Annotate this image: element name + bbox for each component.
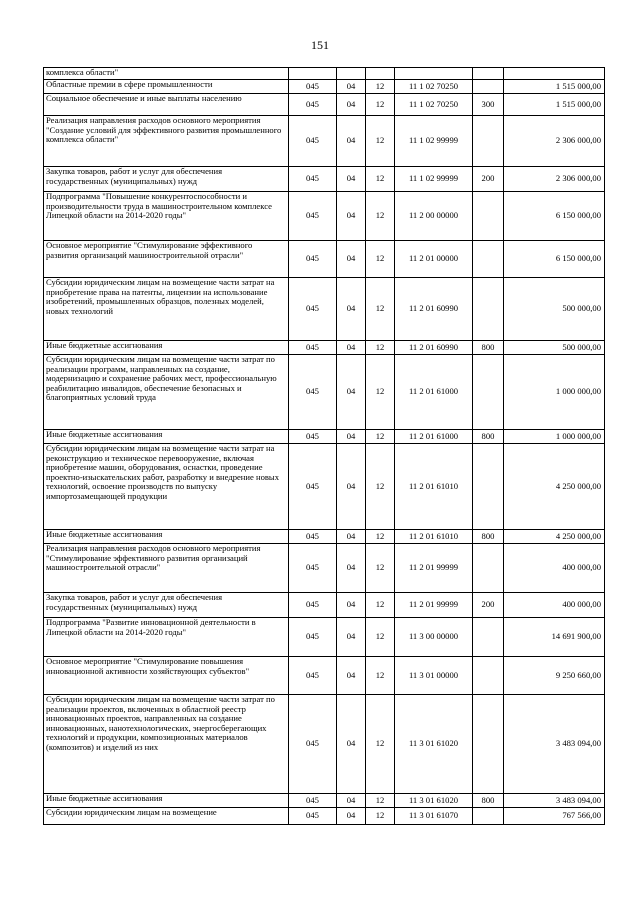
row-program-cell xyxy=(395,68,473,80)
row-sum-cell: 6 150 000,00 xyxy=(504,241,605,278)
row-section-cell: 04 xyxy=(337,94,366,116)
row-program-cell: 11 2 01 61000 xyxy=(395,355,473,430)
row-program-cell: 11 1 02 70250 xyxy=(395,94,473,116)
row-name-cell: Иные бюджетные ассигнования xyxy=(44,430,289,444)
table-row xyxy=(44,430,605,444)
row-program-cell: 11 2 01 61010 xyxy=(395,444,473,530)
row-code-cell: 045 xyxy=(289,695,337,794)
row-expense-type-cell: 800 xyxy=(473,794,504,808)
row-sum-cell: 767 566,00 xyxy=(504,808,605,825)
row-program-cell: 11 1 02 99999 xyxy=(395,167,473,192)
row-subsection-cell: 12 xyxy=(366,241,395,278)
row-section-cell: 04 xyxy=(337,167,366,192)
row-section-cell: 04 xyxy=(337,657,366,695)
row-program-cell: 11 2 01 61010 xyxy=(395,530,473,544)
row-subsection-cell: 12 xyxy=(366,695,395,794)
row-expense-type-cell xyxy=(473,116,504,167)
row-expense-type-cell xyxy=(473,355,504,430)
row-section-cell: 04 xyxy=(337,355,366,430)
row-section-cell: 04 xyxy=(337,241,366,278)
row-sum-cell: 1 000 000,00 xyxy=(504,430,605,444)
table-row xyxy=(44,80,605,94)
table-row xyxy=(44,794,605,808)
row-expense-type-cell xyxy=(473,695,504,794)
row-program-cell: 11 2 01 99999 xyxy=(395,544,473,593)
row-subsection-cell xyxy=(366,68,395,80)
table-row xyxy=(44,657,605,695)
table-row xyxy=(44,192,605,241)
row-expense-type-cell xyxy=(473,657,504,695)
row-name-cell: Иные бюджетные ассигнования xyxy=(44,530,289,544)
row-program-cell: 11 3 01 61070 xyxy=(395,808,473,825)
row-code-cell: 045 xyxy=(289,530,337,544)
row-code-cell: 045 xyxy=(289,657,337,695)
row-code-cell: 045 xyxy=(289,192,337,241)
row-subsection-cell: 12 xyxy=(366,341,395,355)
table-row xyxy=(44,695,605,794)
table-row xyxy=(44,167,605,192)
budget-table xyxy=(43,67,605,825)
row-sum-cell: 6 150 000,00 xyxy=(504,192,605,241)
row-subsection-cell: 12 xyxy=(366,794,395,808)
row-name-cell: Подпрограмма "Развитие инновационной деятельности в Липецкой области на 2014-2020 годы" xyxy=(44,618,289,657)
row-expense-type-cell: 800 xyxy=(473,530,504,544)
table-row xyxy=(44,116,605,167)
table-row xyxy=(44,593,605,618)
row-code-cell: 045 xyxy=(289,116,337,167)
row-subsection-cell: 12 xyxy=(366,116,395,167)
row-name-cell: Субсидии юридическим лицам на возмещение части затрат на реконструкцию и техническое перевооружение, включая приобретение машин, оборудования, оснастки, проведение проектно-изыскательских работ, разработку и внедрение новых технологий, освоение производств по выпуску импортозамещающей продукции xyxy=(44,444,289,530)
table-row xyxy=(44,68,605,80)
row-code-cell: 045 xyxy=(289,94,337,116)
row-code-cell: 045 xyxy=(289,241,337,278)
row-sum-cell: 2 306 000,00 xyxy=(504,167,605,192)
row-section-cell: 04 xyxy=(337,341,366,355)
row-expense-type-cell: 200 xyxy=(473,167,504,192)
table-row xyxy=(44,278,605,341)
row-section-cell: 04 xyxy=(337,593,366,618)
row-code-cell: 045 xyxy=(289,544,337,593)
row-section-cell: 04 xyxy=(337,80,366,94)
row-name-cell: комплекса области" xyxy=(44,68,289,80)
row-expense-type-cell xyxy=(473,80,504,94)
row-name-cell: Иные бюджетные ассигнования xyxy=(44,794,289,808)
row-code-cell: 045 xyxy=(289,618,337,657)
row-expense-type-cell xyxy=(473,808,504,825)
row-sum-cell: 3 483 094,00 xyxy=(504,695,605,794)
row-section-cell: 04 xyxy=(337,808,366,825)
row-sum-cell: 2 306 000,00 xyxy=(504,116,605,167)
row-sum-cell: 1 515 000,00 xyxy=(504,80,605,94)
row-program-cell: 11 2 01 61000 xyxy=(395,430,473,444)
row-program-cell: 11 2 01 60990 xyxy=(395,341,473,355)
row-expense-type-cell xyxy=(473,192,504,241)
row-name-cell: Субсидии юридическим лицам на возмещение части затрат на приобретение права на патенты, лицензии на использование изобретений, промышленных образцов, полезных моделей, новых технологий xyxy=(44,278,289,341)
row-code-cell xyxy=(289,68,337,80)
row-program-cell: 11 2 01 60990 xyxy=(395,278,473,341)
row-program-cell: 11 2 01 00000 xyxy=(395,241,473,278)
row-sum-cell: 1 515 000,00 xyxy=(504,94,605,116)
row-code-cell: 045 xyxy=(289,355,337,430)
row-name-cell: Основное мероприятие "Стимулирование повышения инновационной активности хозяйствующих субъектов" xyxy=(44,657,289,695)
row-subsection-cell: 12 xyxy=(366,167,395,192)
row-code-cell: 045 xyxy=(289,593,337,618)
row-sum-cell: 9 250 660,00 xyxy=(504,657,605,695)
table-row xyxy=(44,544,605,593)
row-section-cell: 04 xyxy=(337,116,366,167)
table-row xyxy=(44,808,605,825)
row-code-cell: 045 xyxy=(289,80,337,94)
row-subsection-cell: 12 xyxy=(366,530,395,544)
row-name-cell: Закупка товаров, работ и услуг для обеспечения государственных (муниципальных) нужд xyxy=(44,167,289,192)
row-expense-type-cell xyxy=(473,544,504,593)
row-section-cell: 04 xyxy=(337,618,366,657)
row-subsection-cell: 12 xyxy=(366,80,395,94)
row-section-cell: 04 xyxy=(337,695,366,794)
row-expense-type-cell xyxy=(473,241,504,278)
row-sum-cell: 400 000,00 xyxy=(504,593,605,618)
table-row xyxy=(44,241,605,278)
row-program-cell: 11 3 00 00000 xyxy=(395,618,473,657)
row-subsection-cell: 12 xyxy=(366,618,395,657)
row-subsection-cell: 12 xyxy=(366,593,395,618)
row-section-cell: 04 xyxy=(337,444,366,530)
row-name-cell: Реализация направления расходов основного мероприятия "Создание условий для эффективного развития промышленного комплекса области" xyxy=(44,116,289,167)
row-sum-cell: 4 250 000,00 xyxy=(504,444,605,530)
row-name-cell: Подпрограмма "Повышение конкурентоспособности и производительности труда в машиностроительном комплексе Липецкой области на 2014-2020 годы" xyxy=(44,192,289,241)
row-section-cell: 04 xyxy=(337,794,366,808)
row-subsection-cell: 12 xyxy=(366,355,395,430)
row-program-cell: 11 2 00 00000 xyxy=(395,192,473,241)
row-code-cell: 045 xyxy=(289,167,337,192)
row-program-cell: 11 2 01 99999 xyxy=(395,593,473,618)
row-name-cell: Реализация направления расходов основного мероприятия "Стимулирование эффективного развития организаций машиностроительной отрасли" xyxy=(44,544,289,593)
row-program-cell: 11 1 02 70250 xyxy=(395,80,473,94)
row-name-cell: Субсидии юридическим лицам на возмещение части затрат по реализации проектов, включенных в областной реестр инновационных проектов, направленных на создание инновационных, нанотехнологических, энергосберегающих технологий и продукции, композиционных материалов (композитов) и изделий из них xyxy=(44,695,289,794)
row-sum-cell: 1 000 000,00 xyxy=(504,355,605,430)
row-section-cell: 04 xyxy=(337,430,366,444)
row-code-cell: 045 xyxy=(289,430,337,444)
row-expense-type-cell: 800 xyxy=(473,341,504,355)
row-sum-cell: 500 000,00 xyxy=(504,278,605,341)
row-expense-type-cell: 200 xyxy=(473,593,504,618)
row-program-cell: 11 3 01 00000 xyxy=(395,657,473,695)
row-subsection-cell: 12 xyxy=(366,544,395,593)
row-sum-cell: 3 483 094,00 xyxy=(504,794,605,808)
row-sum-cell: 4 250 000,00 xyxy=(504,530,605,544)
row-sum-cell: 14 691 900,00 xyxy=(504,618,605,657)
row-expense-type-cell xyxy=(473,68,504,80)
row-name-cell: Иные бюджетные ассигнования xyxy=(44,341,289,355)
table-row xyxy=(44,444,605,530)
row-name-cell: Субсидии юридическим лицам на возмещение xyxy=(44,808,289,825)
row-subsection-cell: 12 xyxy=(366,430,395,444)
row-subsection-cell: 12 xyxy=(366,444,395,530)
table-row xyxy=(44,94,605,116)
row-name-cell: Областные премии в сфере промышленности xyxy=(44,80,289,94)
row-code-cell: 045 xyxy=(289,278,337,341)
row-subsection-cell: 12 xyxy=(366,808,395,825)
table-row xyxy=(44,355,605,430)
table-row xyxy=(44,341,605,355)
page-number: 151 xyxy=(311,38,329,52)
row-name-cell: Закупка товаров, работ и услуг для обеспечения государственных (муниципальных) нужд xyxy=(44,593,289,618)
table-row xyxy=(44,530,605,544)
row-program-cell: 11 3 01 61020 xyxy=(395,794,473,808)
row-subsection-cell: 12 xyxy=(366,657,395,695)
row-subsection-cell: 12 xyxy=(366,192,395,241)
row-program-cell: 11 3 01 61020 xyxy=(395,695,473,794)
row-subsection-cell: 12 xyxy=(366,94,395,116)
row-expense-type-cell xyxy=(473,278,504,341)
row-code-cell: 045 xyxy=(289,444,337,530)
row-section-cell: 04 xyxy=(337,530,366,544)
row-sum-cell: 500 000,00 xyxy=(504,341,605,355)
row-code-cell: 045 xyxy=(289,808,337,825)
row-section-cell: 04 xyxy=(337,544,366,593)
row-expense-type-cell: 800 xyxy=(473,430,504,444)
table-row xyxy=(44,618,605,657)
row-subsection-cell: 12 xyxy=(366,278,395,341)
row-expense-type-cell xyxy=(473,618,504,657)
row-section-cell: 04 xyxy=(337,278,366,341)
row-sum-cell: 400 000,00 xyxy=(504,544,605,593)
row-expense-type-cell xyxy=(473,444,504,530)
row-program-cell: 11 1 02 99999 xyxy=(395,116,473,167)
row-name-cell: Социальное обеспечение и иные выплаты населению xyxy=(44,94,289,116)
row-name-cell: Основное мероприятие "Стимулирование эффективного развития организаций машиностроительной отрасли" xyxy=(44,241,289,278)
row-sum-cell xyxy=(504,68,605,80)
row-expense-type-cell: 300 xyxy=(473,94,504,116)
row-name-cell: Субсидии юридическим лицам на возмещение части затрат по реализации программ, направленных на создание, модернизацию и сохранение рабочих мест, профессиональную реабилитацию инвалидов, обеспечение безопасных и благоприятных условий труда xyxy=(44,355,289,430)
row-code-cell: 045 xyxy=(289,794,337,808)
row-section-cell xyxy=(337,68,366,80)
row-section-cell: 04 xyxy=(337,192,366,241)
row-code-cell: 045 xyxy=(289,341,337,355)
